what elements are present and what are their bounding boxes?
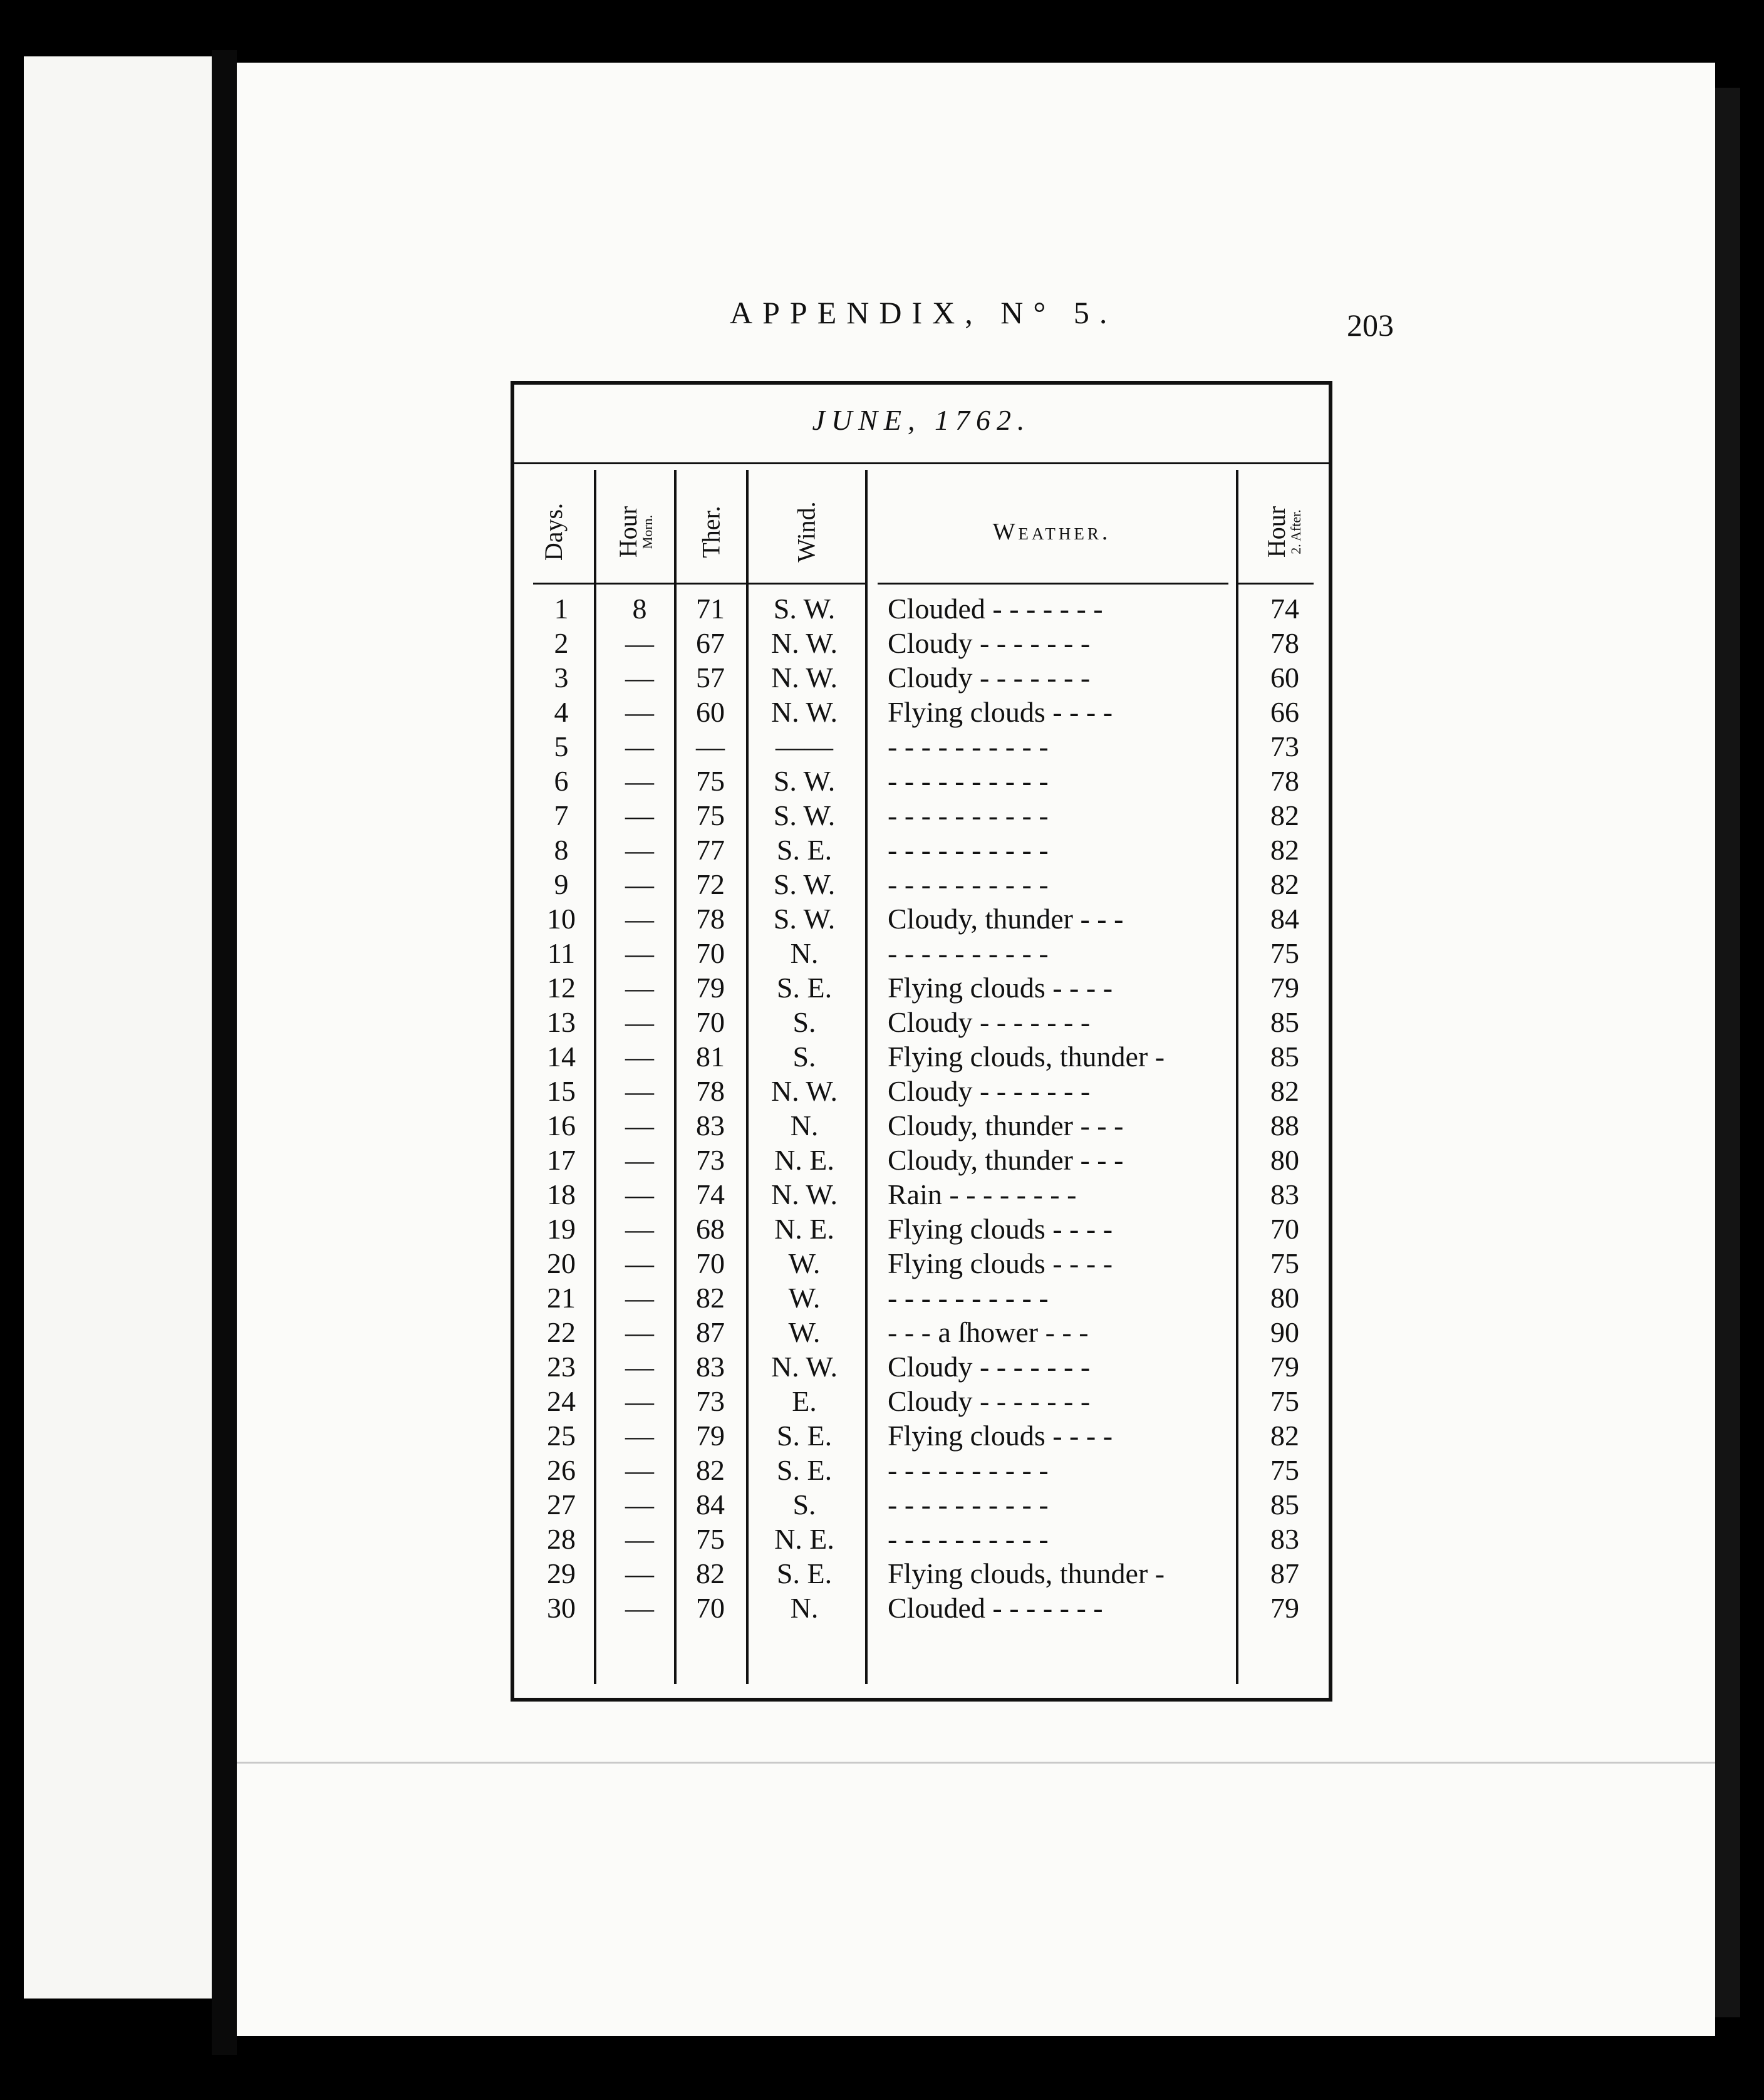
table-row	[514, 1556, 1329, 1591]
hour-after-cell: 75	[1270, 1247, 1299, 1279]
hour-morn-cell: —	[625, 972, 654, 1004]
table-row	[514, 867, 1329, 902]
ther-cell: 73	[696, 1385, 725, 1417]
wind-cell: N. E.	[774, 1213, 834, 1245]
ther-cell: 60	[696, 696, 725, 728]
ther-cell: 79	[696, 1420, 725, 1452]
hour-after-cell: 75	[1270, 1385, 1299, 1417]
ther-cell: 75	[696, 1523, 725, 1555]
hour-morn-header	[596, 479, 674, 585]
hour-after-cell: 70	[1270, 1213, 1299, 1245]
ther-cell: 84	[696, 1489, 725, 1520]
day-cell: 21	[547, 1282, 576, 1314]
table-row	[514, 833, 1329, 867]
hour-morn-cell: —	[625, 765, 654, 797]
day-cell: 17	[547, 1144, 576, 1176]
title-rule	[514, 462, 1329, 464]
ther-cell: 83	[696, 1110, 725, 1141]
header-rule	[677, 583, 746, 585]
hour-morn-cell: —	[625, 868, 654, 900]
header-rule	[878, 583, 1228, 585]
day-cell: 2	[554, 627, 569, 659]
hour-morn-cell: —	[625, 1557, 654, 1589]
ther-cell: 70	[696, 1592, 725, 1624]
ther-cell: 87	[696, 1316, 725, 1348]
wind-cell: W.	[788, 1282, 821, 1314]
day-cell: 20	[547, 1247, 576, 1279]
day-cell: 22	[547, 1316, 576, 1348]
wind-cell: N. W.	[770, 1075, 838, 1107]
wind-cell: S. W.	[773, 868, 836, 900]
weather-cell: - - - - - - - - - -	[888, 937, 1049, 969]
ther-cell: 70	[696, 1006, 725, 1038]
table-row	[514, 1418, 1329, 1453]
ther-cell: 73	[696, 1144, 725, 1176]
wind-cell: N. E.	[774, 1144, 834, 1176]
days-header	[514, 479, 594, 585]
day-cell: 14	[547, 1041, 576, 1073]
day-cell: 19	[547, 1213, 576, 1245]
weather-cell: Cloudy - - - - - - -	[888, 1385, 1091, 1417]
hour-morn-cell: —	[625, 627, 654, 659]
wind-cell: N. W.	[770, 662, 838, 694]
day-cell: 16	[547, 1110, 576, 1141]
weather-cell: Cloudy - - - - - - -	[888, 1006, 1091, 1038]
weather-cell: Flying clouds, thunder -	[888, 1041, 1165, 1073]
day-cell: 10	[547, 903, 576, 935]
hour-after-cell: 73	[1270, 730, 1299, 762]
table-row	[514, 660, 1329, 695]
hour-morn-cell: —	[625, 1489, 654, 1520]
table-row	[514, 1349, 1329, 1384]
wind-cell: N.	[790, 1110, 819, 1141]
weather-cell: - - - - - - - - - -	[888, 730, 1049, 762]
wind-cell: N. E.	[774, 1523, 834, 1555]
wind-cell: S. E.	[776, 972, 833, 1004]
book-gutter	[212, 50, 237, 2055]
hour-morn-cell: —	[625, 1110, 654, 1141]
wind-cell: S. W.	[773, 903, 836, 935]
hour-morn-cell: —	[625, 937, 654, 969]
hour-after-cell: 60	[1270, 662, 1299, 694]
table-row	[514, 970, 1329, 1005]
ther-cell: 82	[696, 1557, 725, 1589]
hour-morn-cell: 8	[632, 593, 647, 625]
hour-morn-cell: —	[625, 1075, 654, 1107]
table-row	[514, 1005, 1329, 1039]
ther-cell: 75	[696, 799, 725, 831]
hour-morn-cell: —	[625, 1385, 654, 1417]
hour-morn-cell: —	[625, 696, 654, 728]
wind-cell: S. E.	[776, 1454, 833, 1486]
day-cell: 29	[547, 1557, 576, 1589]
wind-cell: W.	[788, 1316, 821, 1348]
weather-cell: Cloudy - - - - - - -	[888, 1075, 1091, 1107]
ther-cell: 70	[696, 937, 725, 969]
page-edge-shadow	[1715, 88, 1740, 2017]
ther-header	[677, 479, 746, 585]
day-cell: 8	[554, 834, 569, 866]
weather-cell: Cloudy - - - - - - -	[888, 1351, 1091, 1383]
hour-after-cell: 82	[1270, 1420, 1299, 1452]
wind-cell: N. W.	[770, 1351, 838, 1383]
weather-cell: - - - - - - - - - -	[888, 868, 1049, 900]
wind-cell: S.	[792, 1041, 816, 1073]
weather-cell: - - - - - - - - - -	[888, 799, 1049, 831]
weather-cell: - - - a ſhower - - -	[888, 1316, 1089, 1348]
page-number: 203	[1347, 308, 1394, 343]
weather-cell: Flying clouds - - - -	[888, 1213, 1113, 1245]
weather-cell: Cloudy, thunder - - -	[888, 903, 1124, 935]
hour-morn-cell: —	[625, 1041, 654, 1073]
wind-cell: S. E.	[776, 834, 833, 866]
hour-morn-cell: —	[625, 799, 654, 831]
day-cell: 26	[547, 1454, 576, 1486]
weather-cell: - - - - - - - - - -	[888, 834, 1049, 866]
hour-morn-cell: —	[625, 1006, 654, 1038]
hour-after-cell: 66	[1270, 696, 1299, 728]
hour-morn-cell: —	[625, 1454, 654, 1486]
hour-morn-cell: —	[625, 834, 654, 866]
weather-cell: Clouded - - - - - - -	[888, 1592, 1103, 1624]
wind-cell: S.	[792, 1006, 816, 1038]
wind-header-label: Wind.	[792, 501, 821, 563]
weather-cell: Flying clouds - - - -	[888, 1247, 1113, 1279]
header-rule	[596, 583, 674, 585]
hour-after-cell: 88	[1270, 1110, 1299, 1141]
hour-after-cell: 75	[1270, 937, 1299, 969]
wind-cell: ——	[776, 730, 833, 762]
hour-morn-cell: —	[625, 1592, 654, 1624]
table-row	[514, 1315, 1329, 1349]
day-cell: 9	[554, 868, 569, 900]
hour-after-cell: 80	[1270, 1282, 1299, 1314]
hour-morn-cell: —	[625, 1213, 654, 1245]
table-row	[514, 626, 1329, 660]
hour-after-cell: 85	[1270, 1489, 1299, 1520]
ther-cell: 82	[696, 1282, 725, 1314]
weather-cell: - - - - - - - - - -	[888, 1523, 1049, 1555]
table-row	[514, 1487, 1329, 1522]
table-row	[514, 1246, 1329, 1281]
wind-cell: S. E.	[776, 1557, 833, 1589]
hour-after-cell: 75	[1270, 1454, 1299, 1486]
table-title: JUNE, 1762.	[812, 404, 1031, 436]
hour-morn-sublabel: Morn.	[640, 514, 655, 549]
hour-after-cell: 84	[1270, 903, 1299, 935]
hour-morn-cell: —	[625, 1144, 654, 1176]
hour-morn-cell: —	[625, 1523, 654, 1555]
hour-after-cell: 74	[1270, 593, 1299, 625]
day-cell: 5	[554, 730, 569, 762]
wind-cell: S.	[792, 1489, 816, 1520]
day-cell: 15	[547, 1075, 576, 1107]
ther-cell: 83	[696, 1351, 725, 1383]
ther-header-label: Ther.	[697, 506, 725, 558]
hour-after-cell: 85	[1270, 1006, 1299, 1038]
table-body	[514, 591, 1329, 1625]
weather-cell: Flying clouds - - - -	[888, 972, 1113, 1004]
wind-cell: E.	[792, 1385, 817, 1417]
day-cell: 12	[547, 972, 576, 1004]
hour-after-cell: 82	[1270, 834, 1299, 866]
weather-cell: Cloudy - - - - - - -	[888, 662, 1091, 694]
header-rule	[749, 583, 865, 585]
hour-after-sublabel: 2. After.	[1288, 509, 1304, 554]
wind-cell: N. W.	[770, 696, 838, 728]
table-row	[514, 1591, 1329, 1625]
weather-cell: Flying clouds - - - -	[888, 1420, 1113, 1452]
hour-after-cell: 82	[1270, 1075, 1299, 1107]
hour-morn-cell: —	[625, 1178, 654, 1210]
hour-morn-cell: —	[625, 1247, 654, 1279]
wind-cell: N.	[790, 937, 819, 969]
ther-cell: 72	[696, 868, 725, 900]
hour-morn-cell: —	[625, 1351, 654, 1383]
day-cell: 3	[554, 662, 569, 694]
table-row	[514, 1108, 1329, 1143]
weather-cell: Cloudy - - - - - - -	[888, 627, 1091, 659]
table-row	[514, 902, 1329, 936]
day-cell: 27	[547, 1489, 576, 1520]
ther-cell: 79	[696, 972, 725, 1004]
weather-cell: - - - - - - - - - -	[888, 1454, 1049, 1486]
hour-after-cell: 79	[1270, 1592, 1299, 1624]
hour-after-cell: 83	[1270, 1178, 1299, 1210]
wind-cell: S. W.	[773, 799, 836, 831]
hour-morn-cell: —	[625, 1282, 654, 1314]
hour-morn-header-label	[616, 506, 655, 558]
weather-cell: - - - - - - - - - -	[888, 765, 1049, 797]
ther-cell: 82	[696, 1454, 725, 1486]
weather-cell: Flying clouds - - - -	[888, 696, 1113, 728]
ther-cell: 78	[696, 1075, 725, 1107]
day-cell: 24	[547, 1385, 576, 1417]
day-cell: 30	[547, 1592, 576, 1624]
hour-morn-cell: —	[625, 1420, 654, 1452]
table-row	[514, 1074, 1329, 1108]
weather-cell: Flying clouds, thunder -	[888, 1557, 1165, 1589]
hour-morn-cell: —	[625, 1316, 654, 1348]
hour-after-header	[1238, 479, 1329, 585]
ther-cell: 67	[696, 627, 725, 659]
day-cell: 7	[554, 799, 569, 831]
hour-after-cell: 78	[1270, 765, 1299, 797]
table-row	[514, 1384, 1329, 1418]
wind-header	[749, 479, 865, 585]
ther-cell: 74	[696, 1178, 725, 1210]
weather-cell: - - - - - - - - - -	[888, 1489, 1049, 1520]
ther-cell: 71	[696, 593, 725, 625]
facing-page-edge	[24, 56, 212, 1999]
table-row	[514, 1281, 1329, 1315]
hour-after-cell: 79	[1270, 1351, 1299, 1383]
table-row	[514, 1453, 1329, 1487]
ther-cell: 70	[696, 1247, 725, 1279]
day-cell: 4	[554, 696, 569, 728]
hour-after-cell: 80	[1270, 1144, 1299, 1176]
table-row	[514, 764, 1329, 798]
table-row	[514, 1143, 1329, 1177]
hour-after-cell: 87	[1270, 1557, 1299, 1589]
table-row	[514, 1039, 1329, 1074]
ther-cell: 57	[696, 662, 725, 694]
weather-cell: Rain - - - - - - - -	[888, 1178, 1077, 1210]
ther-cell: —	[696, 730, 725, 762]
day-cell: 25	[547, 1420, 576, 1452]
hour-after-cell: 85	[1270, 1041, 1299, 1073]
weather-cell: Cloudy, thunder - - -	[888, 1110, 1124, 1141]
scan-line	[237, 1762, 1715, 1764]
table-row	[514, 695, 1329, 729]
table-row	[514, 1212, 1329, 1246]
hour-after-header-label	[1264, 506, 1303, 558]
table-row	[514, 1522, 1329, 1556]
hour-after-cell: 78	[1270, 627, 1299, 659]
ther-cell: 77	[696, 834, 725, 866]
wind-cell: N.	[790, 1592, 819, 1624]
table-row	[514, 729, 1329, 764]
day-cell: 6	[554, 765, 569, 797]
hour-morn-cell: —	[625, 730, 654, 762]
day-cell: 1	[554, 593, 569, 625]
hour-morn-label: Hour	[614, 506, 642, 558]
hour-after-label: Hour	[1262, 506, 1290, 558]
weather-header	[868, 479, 1236, 585]
hour-morn-cell: —	[625, 903, 654, 935]
header-rule	[533, 583, 594, 585]
hour-morn-cell: —	[625, 662, 654, 694]
table-row	[514, 1177, 1329, 1212]
wind-cell: N. W.	[770, 1178, 838, 1210]
hour-after-cell: 82	[1270, 868, 1299, 900]
hour-after-cell: 79	[1270, 972, 1299, 1004]
day-cell: 18	[547, 1178, 576, 1210]
wind-cell: W.	[788, 1247, 821, 1279]
wind-cell: N. W.	[770, 627, 838, 659]
day-cell: 28	[547, 1523, 576, 1555]
hour-after-cell: 90	[1270, 1316, 1299, 1348]
day-cell: 11	[547, 937, 576, 969]
days-header-label: Days.	[539, 502, 568, 561]
table-row	[514, 798, 1329, 833]
wind-cell: S. W.	[773, 593, 836, 625]
table-row	[514, 591, 1329, 626]
ther-cell: 81	[696, 1041, 725, 1073]
hour-after-cell: 83	[1270, 1523, 1299, 1555]
table-row	[514, 936, 1329, 970]
wind-cell: S. W.	[773, 765, 836, 797]
ther-cell: 68	[696, 1213, 725, 1245]
wind-cell: S. E.	[776, 1420, 833, 1452]
day-cell: 23	[547, 1351, 576, 1383]
ther-cell: 75	[696, 765, 725, 797]
hour-after-cell: 82	[1270, 799, 1299, 831]
day-cell: 13	[547, 1006, 576, 1038]
weather-cell: - - - - - - - - - -	[888, 1282, 1049, 1314]
weather-header-label: Weather.	[992, 519, 1111, 545]
weather-cell: Clouded - - - - - - -	[888, 593, 1103, 625]
weather-table	[511, 381, 1332, 1702]
ther-cell: 78	[696, 903, 725, 935]
header-rule	[1238, 583, 1314, 585]
running-head: APPENDIX, N° 5.	[730, 295, 1118, 330]
weather-cell: Cloudy, thunder - - -	[888, 1144, 1124, 1176]
